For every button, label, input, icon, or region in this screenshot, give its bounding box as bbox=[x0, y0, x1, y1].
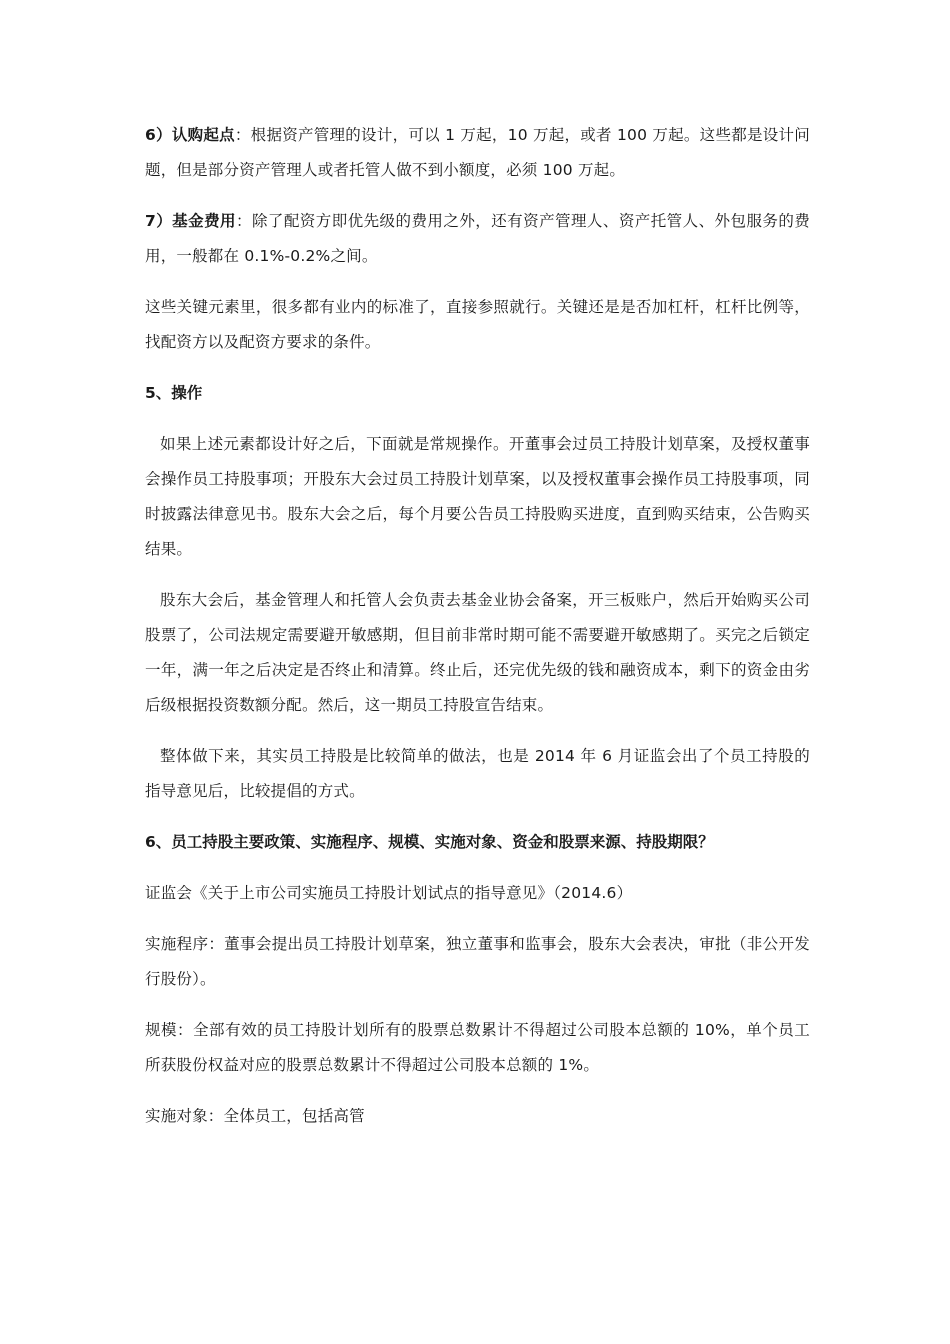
document-page bbox=[145, 118, 810, 1150]
subscription-threshold-label: 6）认购起点 bbox=[145, 126, 235, 144]
heading-policy: 6、员工持股主要政策、实施程序、规模、实施对象、资金和股票来源、持股期限？ bbox=[145, 833, 714, 851]
fund-fees-text: ：除了配资方即优先级的费用之外，还有资产管理人、资产托管人、外包服务的费用，一般都在 0.1%-0.2%之间。 bbox=[145, 212, 810, 265]
paragraph-scale: 规模：全部有效的员工持股计划所有的股票总数累计不得超过公司股本总额的 10%，单个员工所获股份权益对应的股票总数累计不得超过公司股本总额的 1%。 bbox=[145, 1021, 810, 1074]
fund-fees-label: 7）基金费用 bbox=[145, 212, 236, 230]
paragraph-target-participants: 实施对象：全体员工，包括高管 bbox=[145, 1107, 365, 1125]
paragraph-after-shareholders-meeting: 股东大会后，基金管理人和托管人会负责去基金业协会备案，开三板账户，然后开始购买公司股票了，公司法规定需要避开敏感期，但目前非常时期可能不需要避开敏感期了。买完之后锁定一年，满一年之后决定是否终止和清算。终止后，还完优先级的钱和融资成本，剩下的资金由劣后级根据投资数额分配。然后，这一期员工持股宣告结束。 bbox=[145, 591, 810, 714]
paragraph-operation-steps: 如果上述元素都设计好之后，下面就是常规操作。开董事会过员工持股计划草案，及授权董事会操作员工持股事项；开股东大会过员工持股计划草案，以及授权董事会操作员工持股事项，同时披露法律意见书。股东大会之后，每个月要公告员工持股购买进度，直到购买结束，公告购买结果。 bbox=[145, 435, 810, 558]
paragraph-subscription-threshold bbox=[145, 118, 810, 188]
paragraph-implementation-procedure: 实施程序：董事会提出员工持股计划草案，独立董事和监事会，股东大会表决，审批（非公开发行股份）。 bbox=[145, 935, 810, 988]
paragraph-fund-fees bbox=[145, 204, 810, 274]
subscription-threshold-text: ：根据资产管理的设计，可以 1 万起，10 万起，或者 100 万起。这些都是设计问题，但是部分资产管理人或者托管人做不到小额度，必须 100 万起。 bbox=[145, 126, 810, 179]
paragraph-csrc-guideline: 证监会《关于上市公司实施员工持股计划试点的指导意见》（2014.6） bbox=[145, 884, 633, 902]
paragraph-key-elements: 这些关键元素里，很多都有业内的标准了，直接参照就行。关键还是是否加杠杆，杠杆比例等，找配资方以及配资方要求的条件。 bbox=[145, 298, 810, 351]
paragraph-overall-summary: 整体做下来，其实员工持股是比较简单的做法，也是 2014 年 6 月证监会出了个员工持股的指导意见后，比较提倡的方式。 bbox=[145, 747, 810, 800]
heading-operation: 5、操作 bbox=[145, 384, 203, 402]
